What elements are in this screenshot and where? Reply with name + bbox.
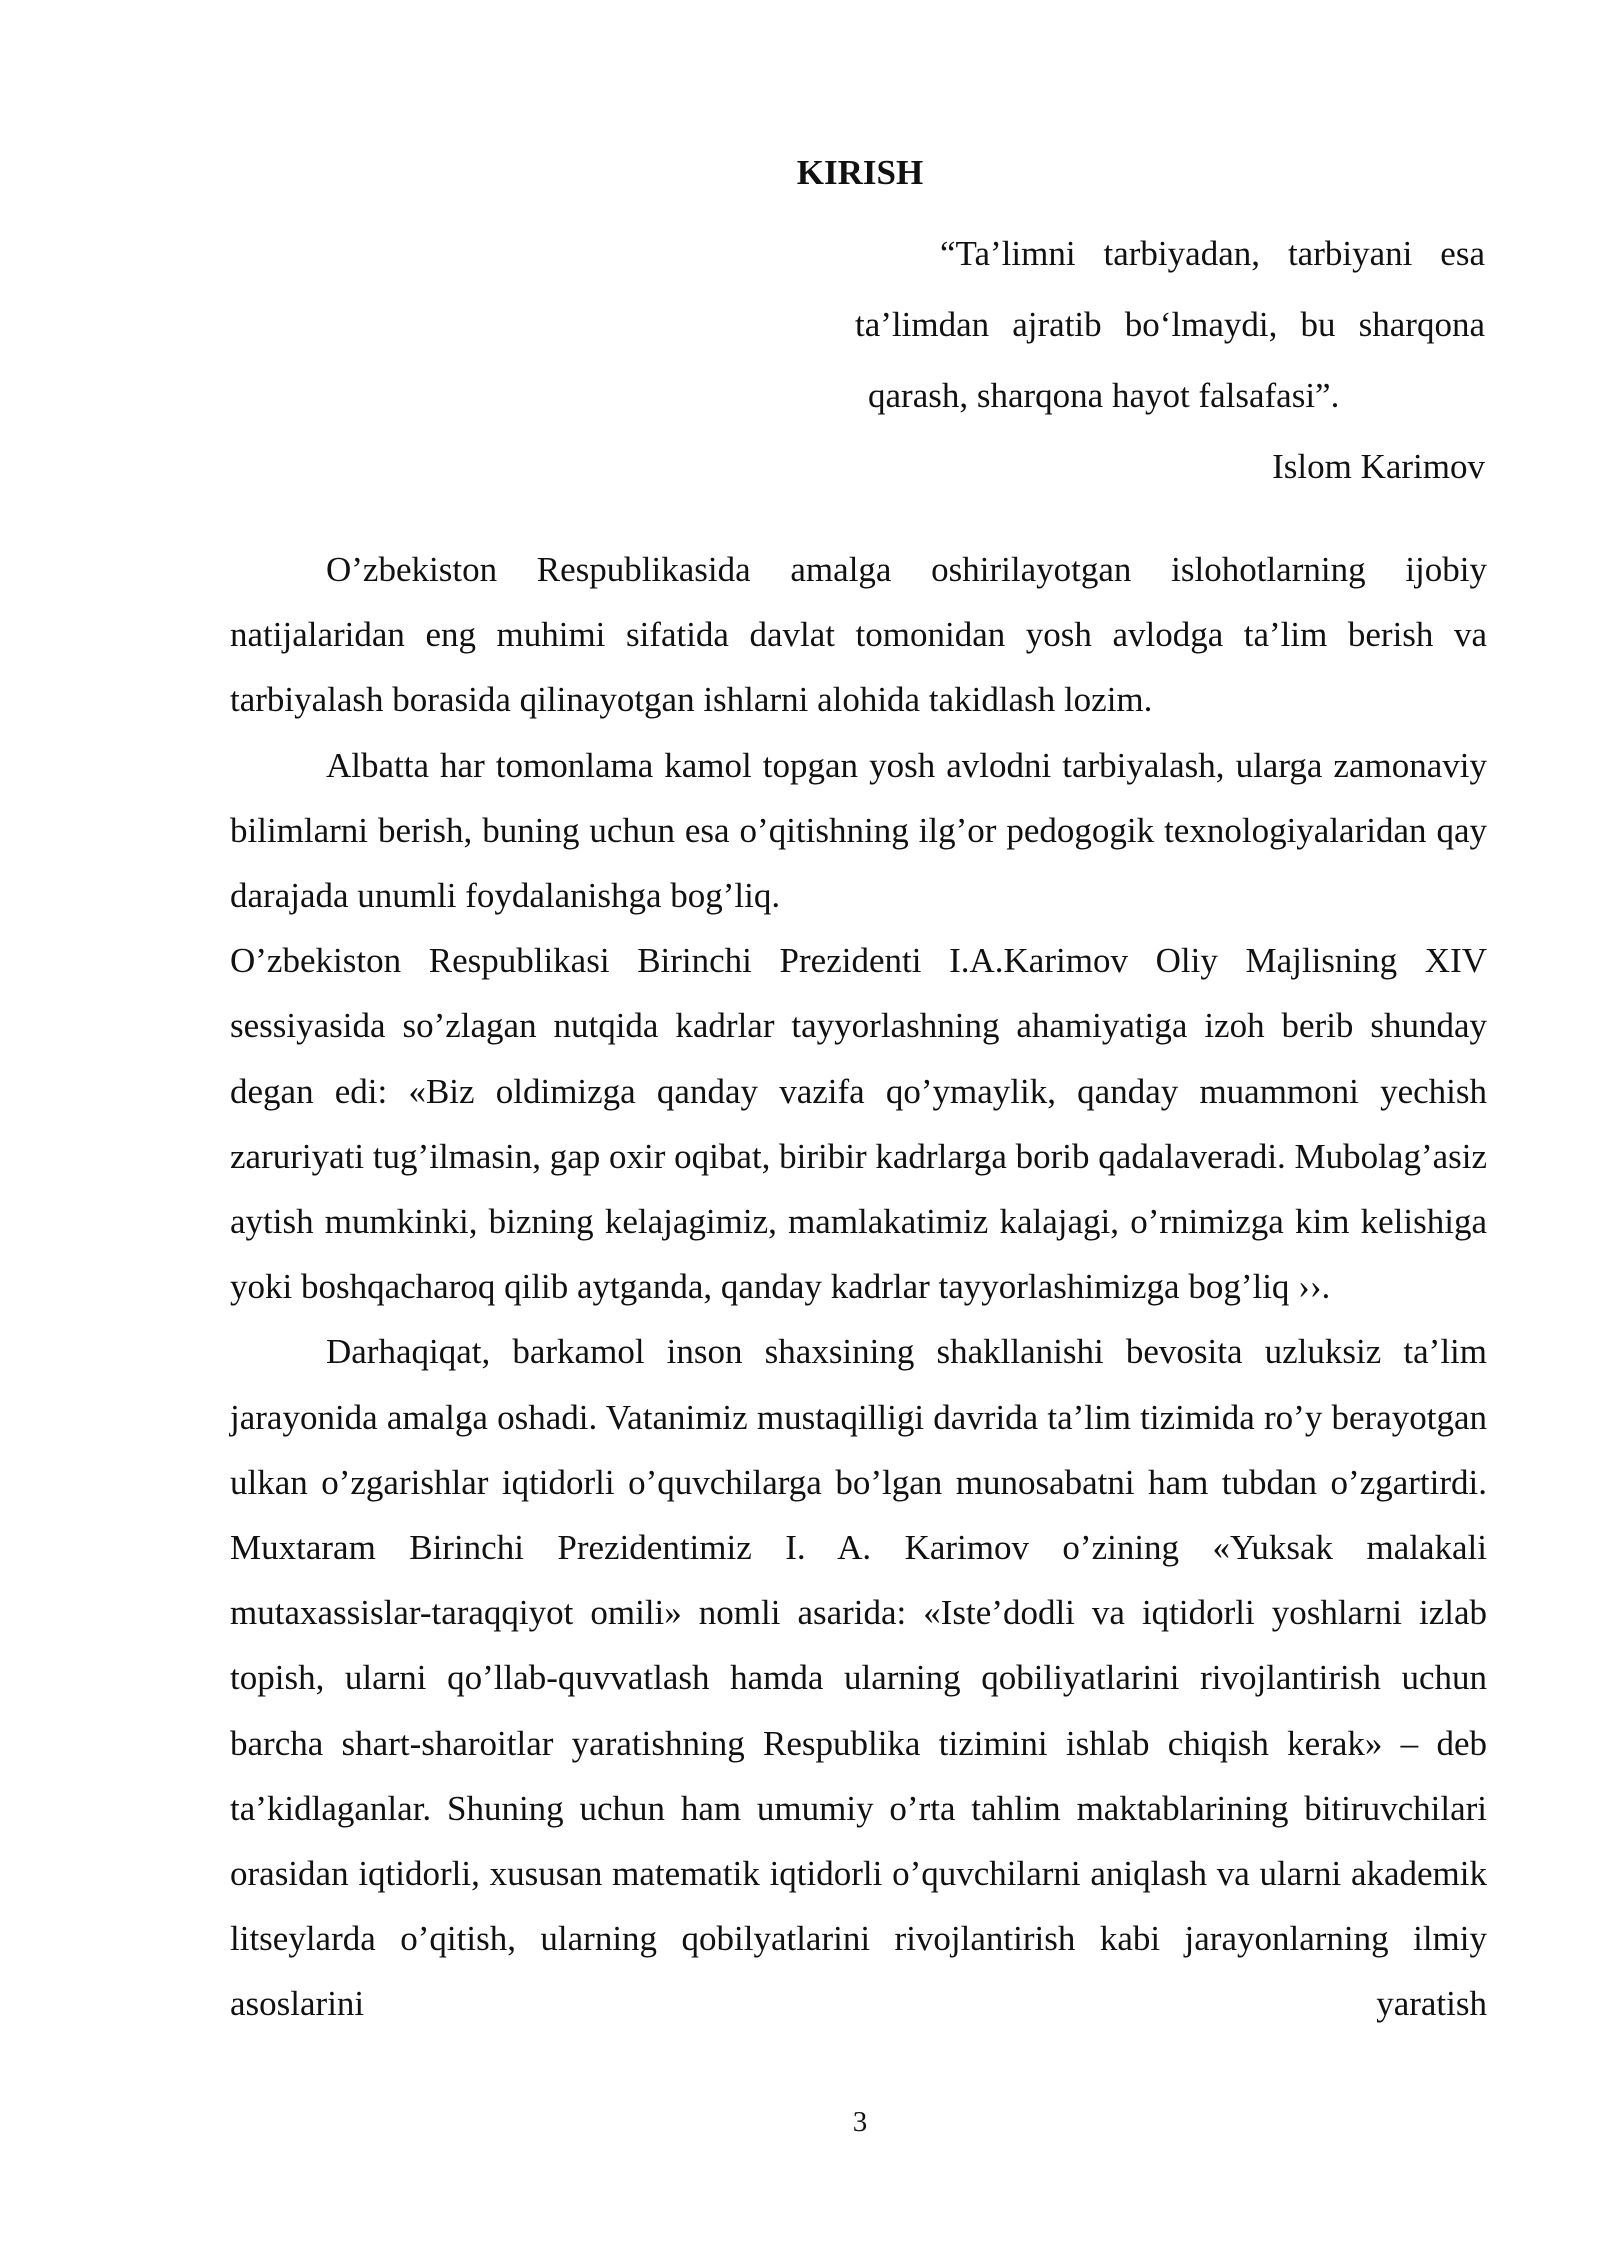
epigraph-line: ta’limdan ajratib bo‘lmaydi, bu sharqona — [855, 305, 1485, 344]
epigraph-author: Islom Karimov — [1272, 447, 1485, 486]
epigraph-line: qarash, sharqona hayot falsafasi”. — [868, 376, 1340, 415]
page-number: 3 — [852, 2106, 868, 2138]
paragraph: Darhaqiqat, barkamol inson shaxsining shakllanishi bevosita uzluksiz ta’lim jarayonida amalga oshadi. Vatanimiz mustaqilligi davrida ta’lim tizimida ro’y berayotgan ulkan o’zgarishlar iqtidorli o’quvchilarga bo’lgan munosabatni ham tubdan o’zgartirdi. Muxtaram Birinchi Prezidentimiz I. A. Karimov o’zining «Yuksak malakali mutaxassislar-taraqqiyot omili» nomli asarida: «Iste’dodli va iqtidorli yoshlarni izlab topish, ularni qo’llab-quvvatlash hamda ularning qobiliyatlarini rivojlantirish uchun barcha shart-sharoitlar yaratishning Respublika tizimini ishlab chiqish kerak» – deb ta’kidlaganlar. Shuning uchun ham umumiy o’rta tahlim maktablarining bitiruvchilari orasidan iqtidorli, xususan matematik iqtidorli o’quvchilarni aniqlash va ularni akademik litseylarda o’qitish, ularning qobilyatlarini rivojlantirish kabi jarayonlarning ilmiy asoslarini yaratish — [230, 1332, 1487, 2024]
paragraph: O’zbekiston Respublikasi Birinchi Prezidenti I.A.Karimov Oliy Majlisning XIV sessiyasida so’zlagan nutqida kadrlar tayyorlashning ahamiyatiga izoh berib shunday degan edi: «Biz oldimizga qanday vazifa qo’ymaylik, qanday muammoni yechish zaruriyati tug’ilmasin, gap oxir oqibat, biribir kadrlarga borib qadalaveradi. Mubolag’asiz aytish mumkinki, bizning kelajagimiz, mamlakatimiz kalajagi, o’rnimizga kim kelishiga yoki boshqacharoq qilib aytganda, qanday kadrlar tayyorlashimizga bog’liq ››. — [230, 941, 1488, 1307]
paragraph: O’zbekiston Respublikasida amalga oshirilayotgan islohotlarning ijobiy natijalaridan eng muhimi sifatida davlat tomonidan yosh avlodga ta’lim berish va tarbiyalash borasida qilinayotgan ishlarni alohida takidlash lozim. — [230, 550, 1487, 720]
epigraph-line: “Ta’limni tarbiyadan, tarbiyani esa — [940, 234, 1485, 273]
paragraph: Albatta har tomonlama kamol topgan yosh avlodni tarbiyalash, ularga zamonaviy bilimlarni berish, buning uchun esa o’qitishning ilg’or pedogogik texnologiyalaridan qay darajada unumli foydalanishga bog’liq. — [230, 745, 1487, 916]
body-text — [230, 537, 1487, 2037]
epigraph — [855, 218, 1485, 502]
section-title: KIRISH — [796, 153, 924, 192]
